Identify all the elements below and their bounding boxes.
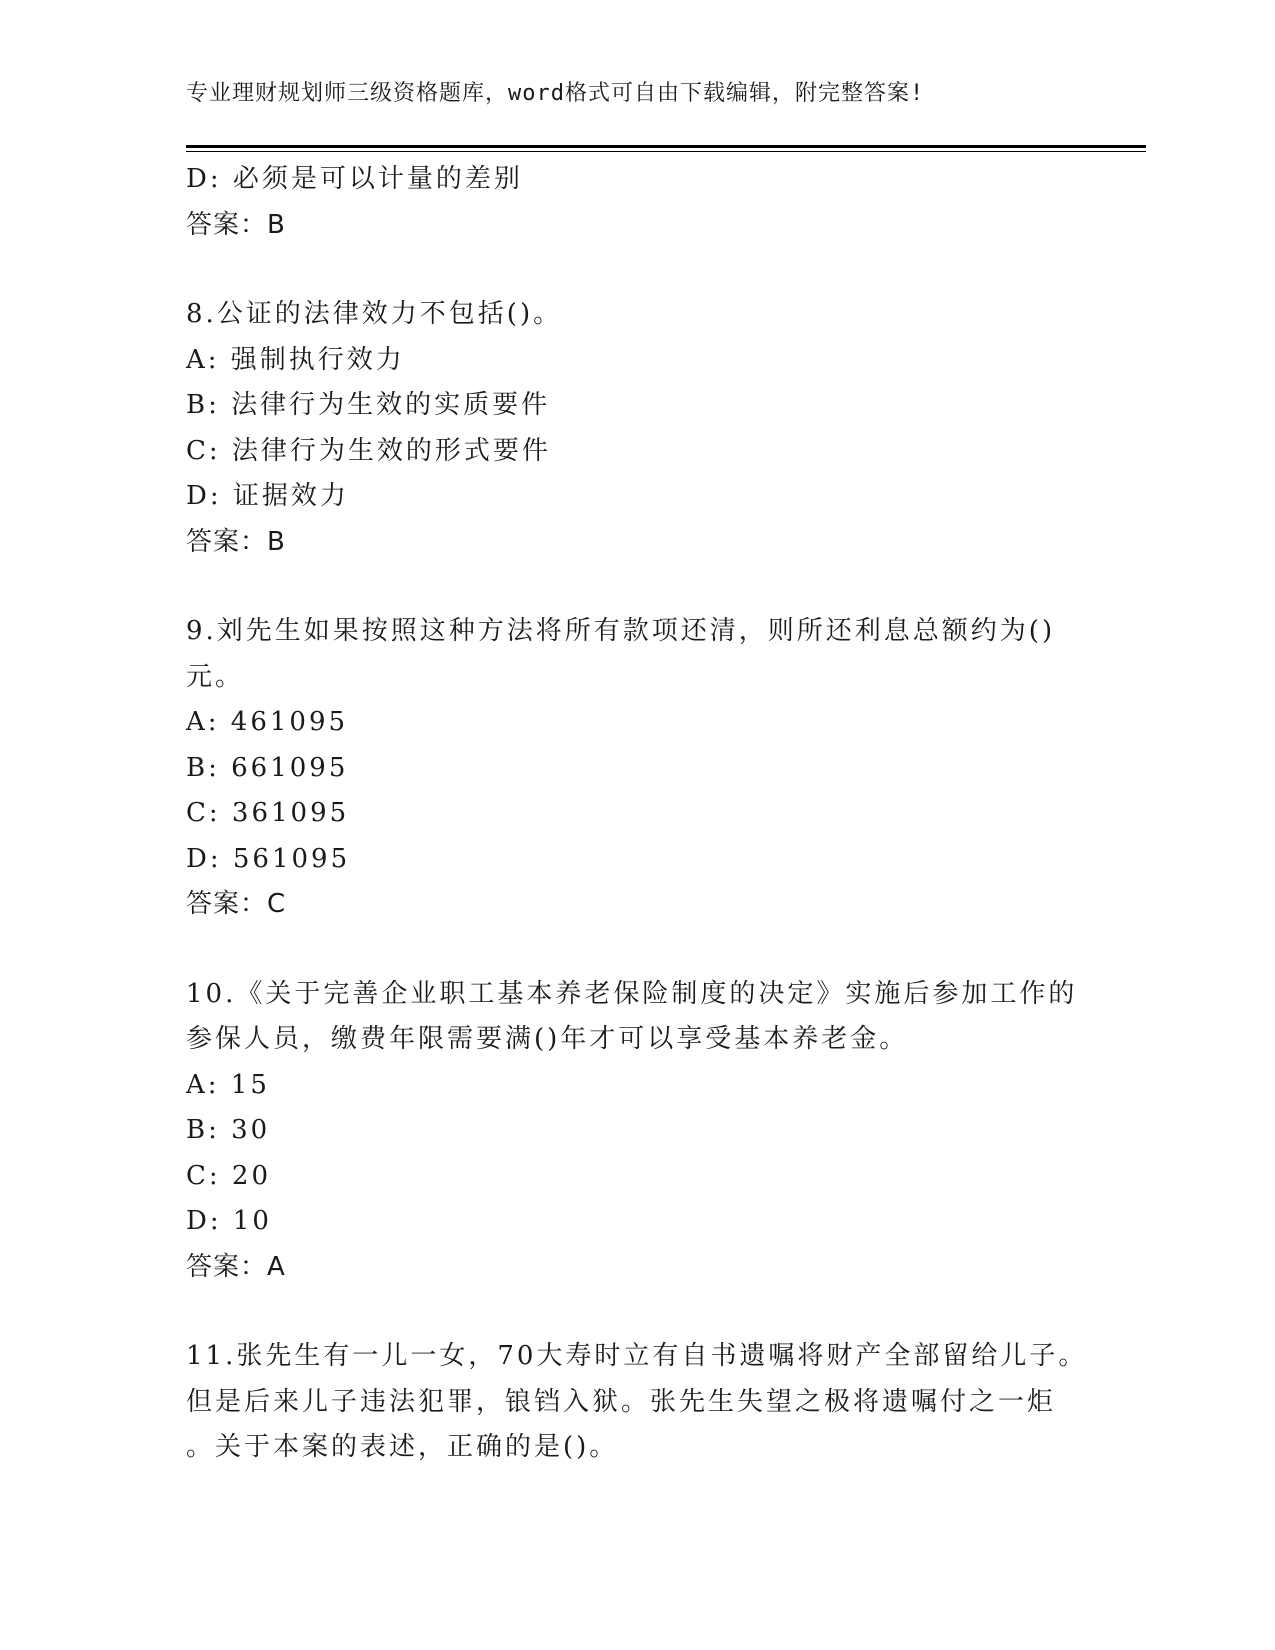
option-c: C: 20 (186, 1160, 272, 1191)
spacer (186, 928, 1086, 972)
question-stem: 8.公证的法律效力不包括()。 (186, 299, 563, 329)
option-b: B: 30 (186, 1115, 271, 1145)
option-d: D: 证据效力 (186, 481, 349, 511)
answer-line: 答案：B (186, 209, 286, 240)
page-header: 专业理财规划师三级资格题库，word格式可自由下载编辑，附完整答案! (186, 81, 925, 106)
question-stem-line-3: 。关于本案的表述，正确的是()。 (186, 1432, 619, 1462)
answer-line: 答案：B (186, 526, 286, 557)
question-stem-line-1: 9.刘先生如果按照这种方法将所有款项还清，则所还利息总额约为() (186, 616, 1056, 646)
question-stem-line-1: 11.张先生有一儿一女，70大寿时立有自书遗嘱将财产全部留给儿子。 (186, 1341, 1088, 1371)
spacer (186, 248, 1086, 292)
answer-line: 答案：A (186, 1251, 286, 1282)
header-divider-thin (186, 151, 1146, 152)
question-9 (186, 609, 1086, 928)
option-c: C: 法律行为生效的形式要件 (186, 435, 551, 466)
question-stem-line-1: 10.《关于完善企业职工基本养老保险制度的决定》实施后参加工作的 (186, 978, 1078, 1009)
question-11 (186, 1334, 1086, 1471)
option-c: C: 361095 (186, 798, 350, 828)
question-stem-line-2: 但是后来儿子违法犯罪，锒铛入狱。张先生失望之极将遗嘱付之一炬 (186, 1386, 1057, 1417)
option-d: D: 561095 (186, 843, 351, 874)
option-a: A: 15 (186, 1069, 270, 1100)
header-divider-thick (186, 145, 1146, 148)
option-a: A: 461095 (186, 707, 349, 737)
option-d: D: 必须是可以计量的差别 (186, 164, 523, 194)
spacer (186, 565, 1086, 609)
option-b: B: 法律行为生效的实质要件 (186, 390, 551, 420)
question-8 (186, 292, 1086, 565)
option-d: D: 10 (186, 1206, 272, 1236)
question-stem-line-2: 参保人员，缴费年限需要满()年才可以享受基本养老金。 (186, 1024, 909, 1054)
question-10 (186, 972, 1086, 1291)
question-stem-line-2: 元。 (186, 661, 245, 692)
answer-line: 答案：C (186, 889, 287, 919)
option-b: B: 661095 (186, 752, 349, 783)
question-content (186, 157, 1086, 1471)
option-a: A: 强制执行效力 (186, 344, 405, 375)
spacer (186, 1290, 1086, 1334)
